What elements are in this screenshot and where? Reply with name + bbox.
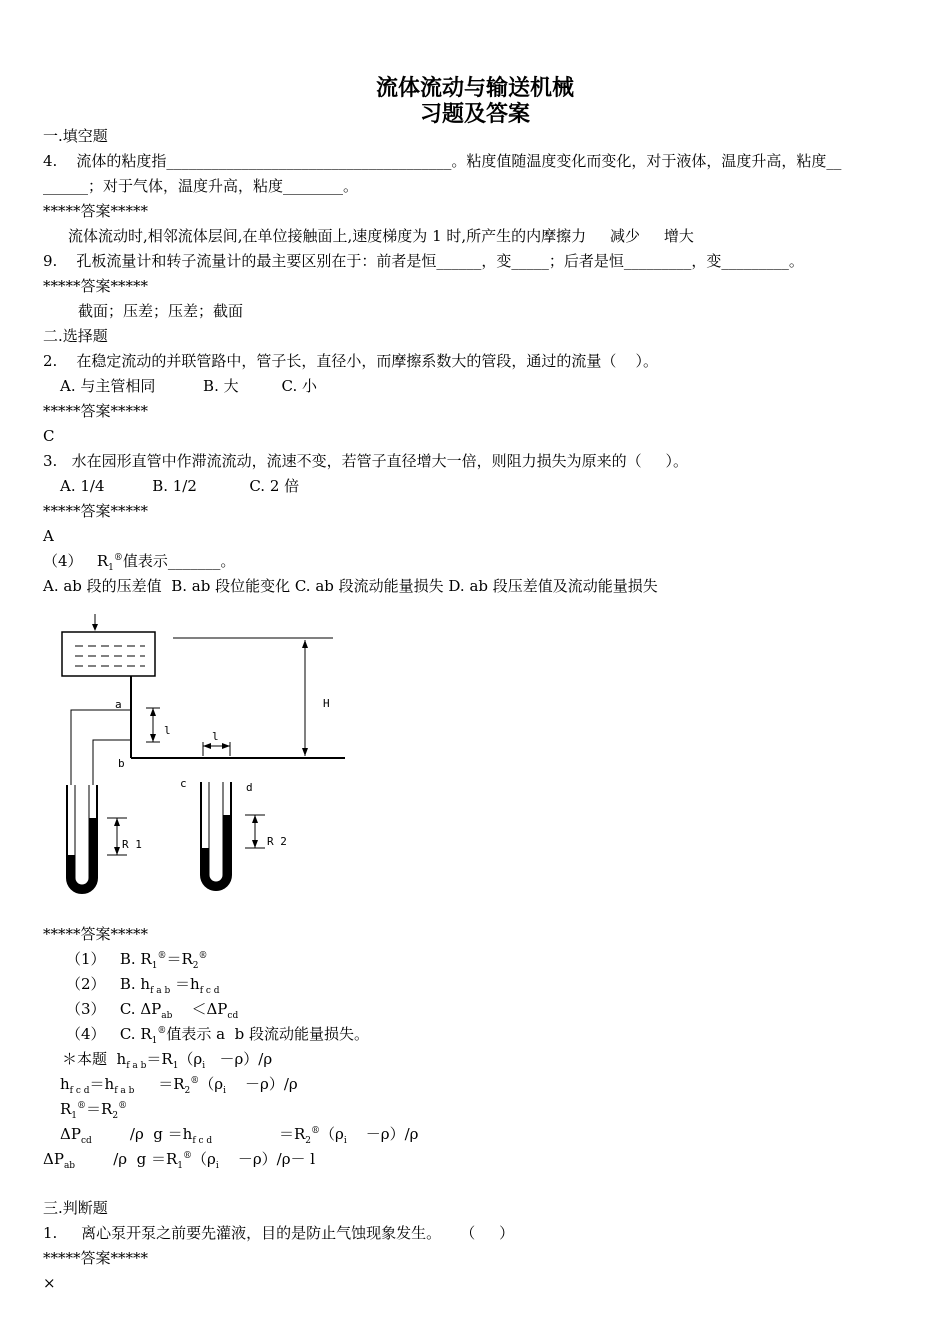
label-l-horizontal: l [212, 730, 219, 743]
answer-marker: *****答案***** [43, 277, 149, 295]
c4-question: （4） $R_1®$值表示_______。 [43, 552, 236, 573]
label-d: d [246, 781, 253, 794]
label-H: H [323, 697, 330, 710]
c4-options: A. ab 段的压差值 B. ab 段位能变化 C. ab 段流动能量损失 D. ab 段压差值及流动能量损失 [43, 577, 658, 595]
doc-title-line1: 流体流动与输送机械 [375, 75, 574, 101]
c2-answer: C [43, 427, 55, 445]
answer-3: （3） C. $\Delta P_{ab}$ $<\Delta P_{cd}$ [66, 1000, 239, 1021]
c2-options: A. 与主管相同 B. 大 C. 小 [60, 377, 318, 395]
label-R1: R 1 [122, 838, 142, 851]
doc-title-line2: 习题及答案 [419, 101, 530, 127]
answer-4: （4） C. $R_1®$值表示 a b 段流动能量损失。 [66, 1025, 369, 1046]
c3-options: A. 1/4 B. 1/2 C. 2 倍 [60, 477, 300, 495]
q9-line1: 9. 孔板流量计和转子流量计的最主要区别在于：前者是恒______，变_____；后者是恒_________，变_________。 [43, 252, 804, 270]
answer-1: （1） B. $R_1®=R_2®$ [66, 950, 208, 971]
label-R2: R 2 [267, 835, 287, 848]
q9-answer: 截面；压差；压差；截面 [78, 302, 244, 320]
manometer-diagram [40, 610, 360, 910]
note-line-4: $\Delta P_{cd}$ /ρ $g =h_{f c d}$ $=R_2®(\rho_i$ －ρ）/ρ [60, 1125, 419, 1146]
answer-marker: *****答案***** [43, 202, 149, 220]
j1-answer: × [43, 1274, 56, 1292]
answer-marker: *****答案***** [43, 925, 149, 943]
label-a: a [115, 698, 122, 711]
q4-line2: ______；对于气体，温度升高，粘度________。 [43, 177, 359, 195]
label-b: b [118, 757, 125, 770]
q4-line1: 4. 流体的粘度指______________________________________。粘度值随温度变化而变化，对于液体，温度升高，粘度__ [43, 152, 842, 170]
answer-marker: *****答案***** [43, 1249, 149, 1267]
j1-question: 1. 离心泵开泵之前要先灌液，目的是防止气蚀现象发生。 （ ） [43, 1224, 515, 1242]
c2-question: 2. 在稳定流动的并联管路中，管子长，直径小，而摩擦系数大的管段，通过的流量（ ）。 [43, 352, 658, 370]
note-line-2: $h_{f c d}=h_{f a b}$ $=R_2®(\rho_i$ －ρ）/ρ [60, 1075, 298, 1096]
answer-marker: *****答案***** [43, 502, 149, 520]
answer-marker: *****答案***** [43, 402, 149, 420]
label-l-vertical: l [164, 724, 171, 737]
c3-answer: A [43, 527, 54, 545]
label-c: c [180, 777, 187, 790]
section-fill-heading: 一.填空题 [43, 127, 108, 145]
note-line-3: $R_1®=R_2®$ [60, 1100, 128, 1121]
section-judge-heading: 三.判断题 [43, 1199, 108, 1217]
tank [62, 632, 155, 676]
note-line-5: $\Delta P_{ab}$ /ρ $g =R_1®(\rho_i$ －ρ）/ρ－ l [43, 1150, 316, 1171]
section-choice-heading: 二.选择题 [43, 327, 108, 345]
answer-2: （2） B. $h_{f a b} =h_{f c d}$ [66, 975, 220, 996]
c3-question: 3. 水在园形直管中作滞流流动，流速不变，若管子直径增大一倍，则阻力损失为原来的（ ）。 [43, 452, 688, 470]
note-line-1: ＊本题 $h_{f a b}=R_1(\rho_i -\rho)/\rho$ [62, 1050, 273, 1071]
q4-answer: 流体流动时,相邻流体层间,在单位接触面上,速度梯度为 1 时,所产生的内摩擦力 减少 增大 [68, 227, 694, 245]
